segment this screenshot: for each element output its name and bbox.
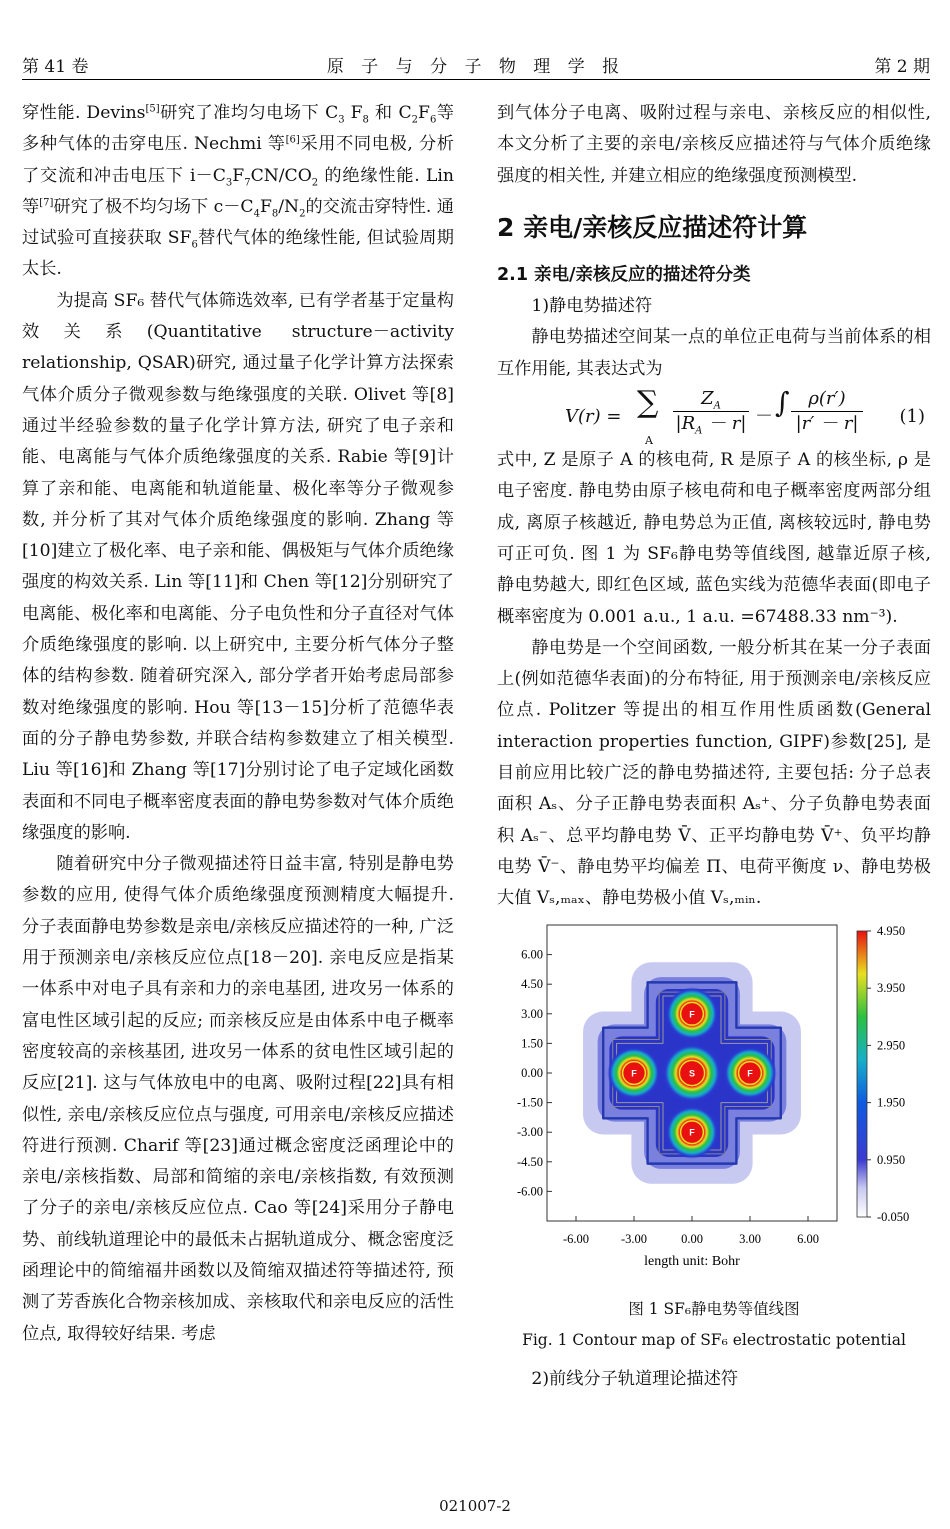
p1-fragment: [5] [145, 103, 160, 115]
eq-num1: Z [701, 388, 714, 410]
eq-integral: ∫ [775, 386, 790, 420]
volume-label: 第 41 卷 [22, 57, 89, 77]
eq-lhs: V(r) = [565, 406, 622, 428]
p1-fragment: 6 [191, 239, 198, 251]
header-rule [22, 79, 930, 80]
p1-fragment: 3 [225, 177, 233, 189]
colorbar-tick-label: 1.950 [877, 1095, 906, 1110]
eq-num2: ρ(r′) [791, 387, 863, 412]
eq-sum-sub: A [645, 434, 653, 448]
eq-num1-sub: A [713, 400, 721, 412]
section-title: 2 亲电/亲核反应描述符计算 [497, 212, 808, 242]
p1-fragment: [7] [39, 197, 54, 209]
eq-number: (1) [899, 406, 925, 428]
y-tick-label: 4.50 [521, 976, 543, 991]
p1-fragment: F [418, 103, 430, 123]
list-item-2: 2)前线分子轨道理论描述符 [531, 1368, 739, 1389]
left-paragraph-3: 随着研究中分子微观描述符日益丰富, 特别是静电势参数的应用, 使得气体介质绝缘强度预测精度大幅提升. 分子表面静电势参数是亲电/亲核反应描述符的一种, 广泛用于预测亲电/亲核反应位点[18－20]. 亲电反应是指某一体系中对电子具有亲和力的亲电基团, 进攻另一体系的富电性区域引起的反应; 而亲核反应是由体系中电子概率密度较高的亲核基团, 进攻另一体系的贫电性区域引起的反应[21]. 这与气体放电中的电离、吸附过程[22]具有相似性, 亲电/亲核反应位点与强度, 可用亲电/亲核反应描述符进行预测. Charif 等[23]通过概念密度泛函理论中的亲电/亲核指数、局部和简缩的亲电/亲核指数, 有效预测了分子的亲电/亲核反应位点. Cao 等[24]采用分子静电势、前线轨道理论中的最低未占据轨道成分、概念密度泛函理论中的简缩福井函数以及简缩双描述符等描述符, 预测了芳香族化合物亲核加成、亲核取代和亲电反应的活性位点, 取得较好结果. 考虑 [22, 854, 454, 1344]
atom-label-s: S [688, 1068, 696, 1079]
y-tick-label: 6.00 [521, 947, 543, 962]
p1-fragment: 穿性能. Devins [22, 103, 146, 123]
y-tick-label: -6.00 [516, 1183, 543, 1198]
p1-fragment: 3 [338, 114, 345, 126]
p1-fragment: 采用不同电极, 分析了交流和冲击电压下 i－C [22, 134, 454, 186]
p1-fragment: 研究了准均匀电场下 C [159, 103, 339, 123]
y-tick-label: 0.00 [521, 1065, 543, 1080]
p1-fragment: 6 [429, 114, 437, 126]
p1-fragment: 4 [253, 208, 260, 220]
figure-caption-en: Fig. 1 Contour map of SF₆ electrostatic potential [522, 1330, 906, 1349]
right-paragraph-2: 静电势描述空间某一点的单位正电荷与当前体系的相互作用能, 其表达式为 [497, 327, 931, 379]
journal-name: 原 子 与 分 子 物 理 学 报 [326, 57, 626, 77]
equation-1 [497, 385, 931, 448]
list-item-1: 1)静电势描述符 [531, 296, 653, 317]
subsection-title: 2.1 亲电/亲核反应的描述符分类 [497, 264, 751, 285]
issue-label: 第 2 期 [874, 57, 930, 77]
right-column [497, 98, 931, 1395]
running-header [22, 52, 930, 80]
y-tick-label: 3.00 [521, 1006, 543, 1021]
p1-fragment: 等多种气体的击穿电压. Nechmi 等 [22, 103, 454, 155]
left-column [22, 98, 454, 1350]
eq-den1-sub: A [695, 425, 703, 437]
right-paragraph-3: 式中, Z 是原子 A 的核电荷, R 是原子 A 的核坐标, ρ 是电子密度. 静电势由原子核电荷和电子概率密度两部分组成, 离原子核越近, 静电势总为正值, 离核较远时, 静电势可正可负. 图 1 为 SF₆静电势等值线图, 越靠近原子核, 静电势越大, 即红色区域, 蓝色实线为范德华表面(即电子概率密度为 0.001 a.u., 1 a.u. =67488.33 nm⁻³). [497, 450, 931, 627]
p1-fragment: 的交流击穿特性. 通过试验可直接获取 SF [22, 196, 454, 249]
right-paragraph-1: 到气体分子电离、吸附过程与亲电、亲核反应的相似性, 本文分析了主要的亲电/亲核反应描述符与气体介质绝缘强度的相关性, 并建立相应的绝缘强度预测模型. [497, 103, 931, 186]
p1-fragment: F [232, 165, 245, 186]
eq-minus: － [755, 406, 773, 428]
colorbar-tick-label: -0.050 [877, 1209, 910, 1224]
colorbar-tick-label: 4.950 [877, 923, 906, 938]
colorbar-tick-label: 3.950 [877, 980, 906, 995]
x-tick-label: -3.00 [620, 1231, 648, 1246]
figure-caption-cn: 图 1 SF₆静电势等值线图 [628, 1299, 800, 1318]
atom-label-f: F [747, 1068, 753, 1079]
x-tick-label: 0.00 [681, 1231, 703, 1246]
p1-fragment: 2 [311, 177, 319, 189]
atom-label-f: F [689, 1127, 695, 1138]
p1-fragment: CN/CO [250, 165, 312, 186]
eq-sum: ∑ [637, 385, 659, 421]
eq-den1: |R [675, 413, 696, 435]
left-paragraph-2: 为提高 SF₆ 替代气体筛选效率, 已有学者基于定量构效关系(Quantitative structure－activity relationship, QSAR)研究, 通过量子化学计算方法探索气体介质分子微观参数与绝缘强度的关联. Olivet 等[8]通过半经验参数的量子化学计算方法, 研究了电子亲和能、电离能与气体介质绝缘强度的关系. Rabie 等[9]计算了亲和能、电离能和轨道能量、极化率等分子微观参数, 并分析了其对气体介质绝缘强度的影响. Zhang 等[10]建立了极化率、电子亲和能、偶极矩与气体介质绝缘强度的构效关系. Lin 等[11]和 Chen 等[12]分别研究了电离能、极化率和电离能、分子电负性和分子直径对气体介质绝缘强度的影响. 以上研究中, 主要分析气体分子整体的结构参数. 随着研究深入, 部分学者开始考虑局部参数对绝缘强度的影响. Hou 等[13－15]分析了范德华表面的分子静电势参数, 并联合结构参数建立了相关模型. Liu 等[16]和 Zhang 等[17]分别讨论了电子定域化函数表面和不同电子概率密度表面的静电势参数对气体介质绝缘强度的影响. [22, 290, 454, 843]
p1-fragment: 替代气体的绝缘性能, 但试验周期太长. [22, 228, 454, 280]
p1-fragment: 8 [271, 208, 279, 220]
x-tick-label: 6.00 [797, 1231, 819, 1246]
p1-fragment: 7 [244, 177, 251, 189]
eq-den2: |r′ － r| [795, 413, 859, 435]
contour-plot [497, 923, 931, 1295]
p1-fragment: F [259, 196, 272, 217]
p1-fragment: /N [278, 196, 300, 217]
p1-fragment: 的绝缘性能. Lin 等 [22, 165, 454, 217]
colorbar-tick-label: 0.950 [877, 1152, 906, 1167]
y-tick-label: -1.50 [516, 1095, 543, 1110]
colorbar [857, 931, 867, 1217]
figure-1 [497, 923, 931, 1349]
page-number: 021007-2 [439, 1497, 511, 1515]
x-tick-label: -6.00 [562, 1231, 590, 1246]
p1-fragment: 8 [362, 114, 369, 126]
y-tick-label: 1.50 [521, 1035, 543, 1050]
x-tick-label: 3.00 [739, 1231, 761, 1246]
y-tick-label: -3.00 [516, 1124, 543, 1139]
atom-label-f: F [689, 1008, 695, 1019]
x-axis-label: length unit: Bohr [644, 1253, 740, 1269]
left-paragraph-1 [22, 98, 454, 286]
eq-frac-1 [673, 387, 749, 436]
p1-fragment: F [344, 103, 363, 123]
eq-frac-2 [791, 387, 863, 436]
p1-fragment: 和 C [368, 103, 412, 123]
p1-fragment: 2 [411, 114, 418, 126]
eq-den1-rest: － r| [702, 413, 747, 435]
atom-label-f: F [631, 1068, 637, 1079]
y-tick-label: -4.50 [516, 1154, 543, 1169]
p1-fragment: 2 [299, 208, 306, 220]
p1-fragment: [6] [285, 134, 300, 146]
colorbar-tick-label: 2.950 [877, 1037, 906, 1052]
right-paragraph-4: 静电势是一个空间函数, 一般分析其在某一分子表面上(例如范德华表面)的分布特征, 用于预测亲电/亲核反应位点. Politzer 等提出的相互作用性质函数(General interaction properties function, GIPF)参数[25], 是目前应用比较广泛的静电势描述符, 主要包括: 分子总表面积 Aₛ、分子正静电势表面积 Aₛ⁺、分子负静电势表面积 Aₛ⁻、总平均静电势 V̄、正平均静电势 V̄⁺、负平均静电势 V̄⁻、静电势平均偏差 Π、电荷平衡度 ν、静电势极大值 Vₛ,ₘₐₓ、静电势极小值 Vₛ,ₘᵢₙ. [497, 637, 931, 909]
p1-fragment: 研究了极不均匀场下 c－C [53, 196, 254, 217]
